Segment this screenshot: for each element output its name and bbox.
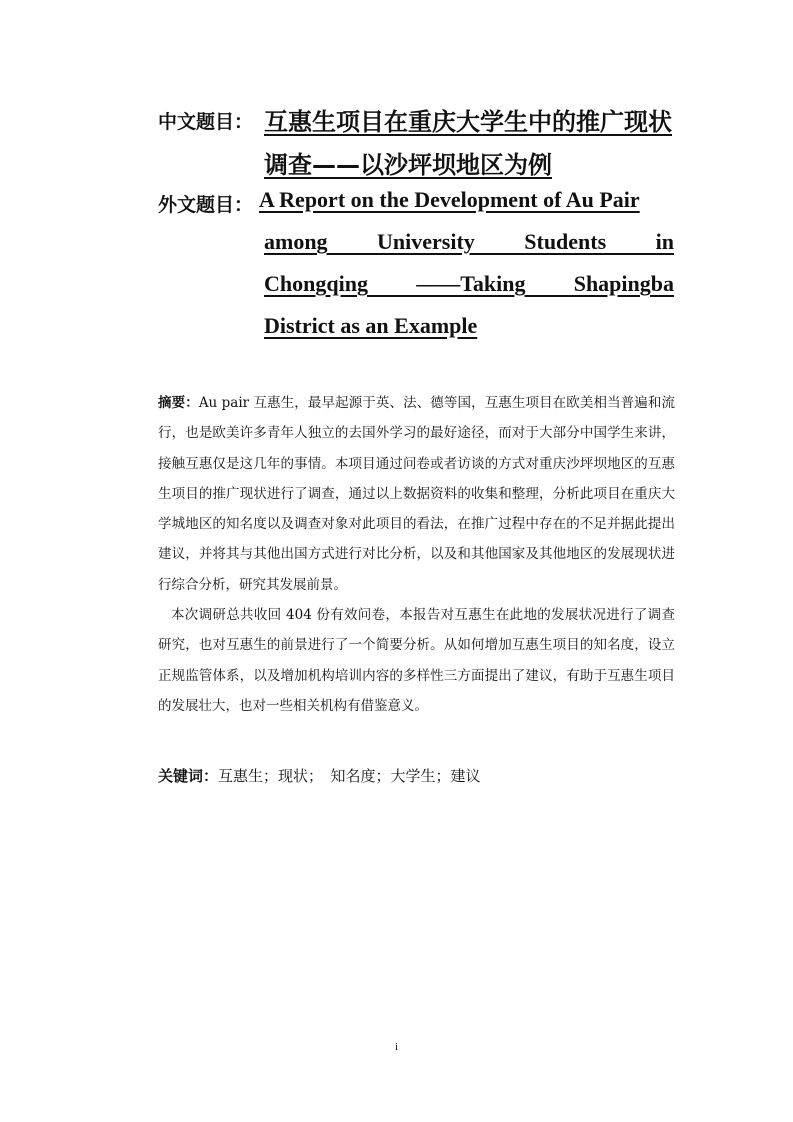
keywords-value: 互惠生；现状； 知名度；大学生；建议 — [218, 767, 481, 785]
english-title-line-4: District as an Example — [264, 313, 478, 338]
abstract-paragraph-2: 本次调研总共收回 404 份有效问卷，本报告对互惠生在此地的发展状况进行了调查研究，也对互惠生的前景进行了一个简要分析。从如何增加互惠生项目的知名度，设立正规监管体系，以及增加机构培训内容的多样性三方面提出了建议，有助于互惠生项目的发展壮大，也对一些相关机构有借鉴意义。 — [158, 607, 675, 714]
keywords-label: 关键词： — [158, 767, 219, 785]
abstract — [158, 388, 675, 721]
chinese-title-line-1: 互惠生项目在重庆大学生中的推广现状 — [264, 108, 672, 136]
chinese-title-line-2: 调查——以沙坪坝地区为例 — [264, 151, 552, 179]
chinese-title-label: 中文题目： — [158, 111, 254, 133]
english-title-line-3: Chongqing ——Taking Shapingba — [264, 271, 674, 296]
english-title-line-1: A Report on the Development of Au Pair — [259, 187, 640, 212]
keywords — [158, 765, 481, 786]
english-title-label: 外文题目： — [158, 194, 254, 216]
abstract-label: 摘要： — [158, 395, 199, 411]
abstract-paragraph-1 — [158, 388, 675, 600]
abstract-paragraph-1-text: Au pair 互惠生，最早起源于英、法、德等国，互惠生项目在欧美相当普遍和流行，也是欧美许多青年人独立的去国外学习的最好途径，而对于大部分中国学生来讲，接触互惠仅是这几年的事情。本项目通过问卷或者访谈的方式对重庆沙坪坝地区的互惠生项目的推广现状进行了调查，通过以上数据资料的收集和整理，分析此项目在重庆大学城地区的知名度以及调查对象对此项目的看法，在推广过程中存在的不足并据此提出建议，并将其与其他出国方式进行对比分析，以及和其他国家及其他地区的发展现状进行综合分析，研究其发展前景。 — [158, 395, 675, 593]
page-number: i — [394, 1041, 399, 1053]
english-title-line-2: among University Students in — [264, 229, 674, 254]
